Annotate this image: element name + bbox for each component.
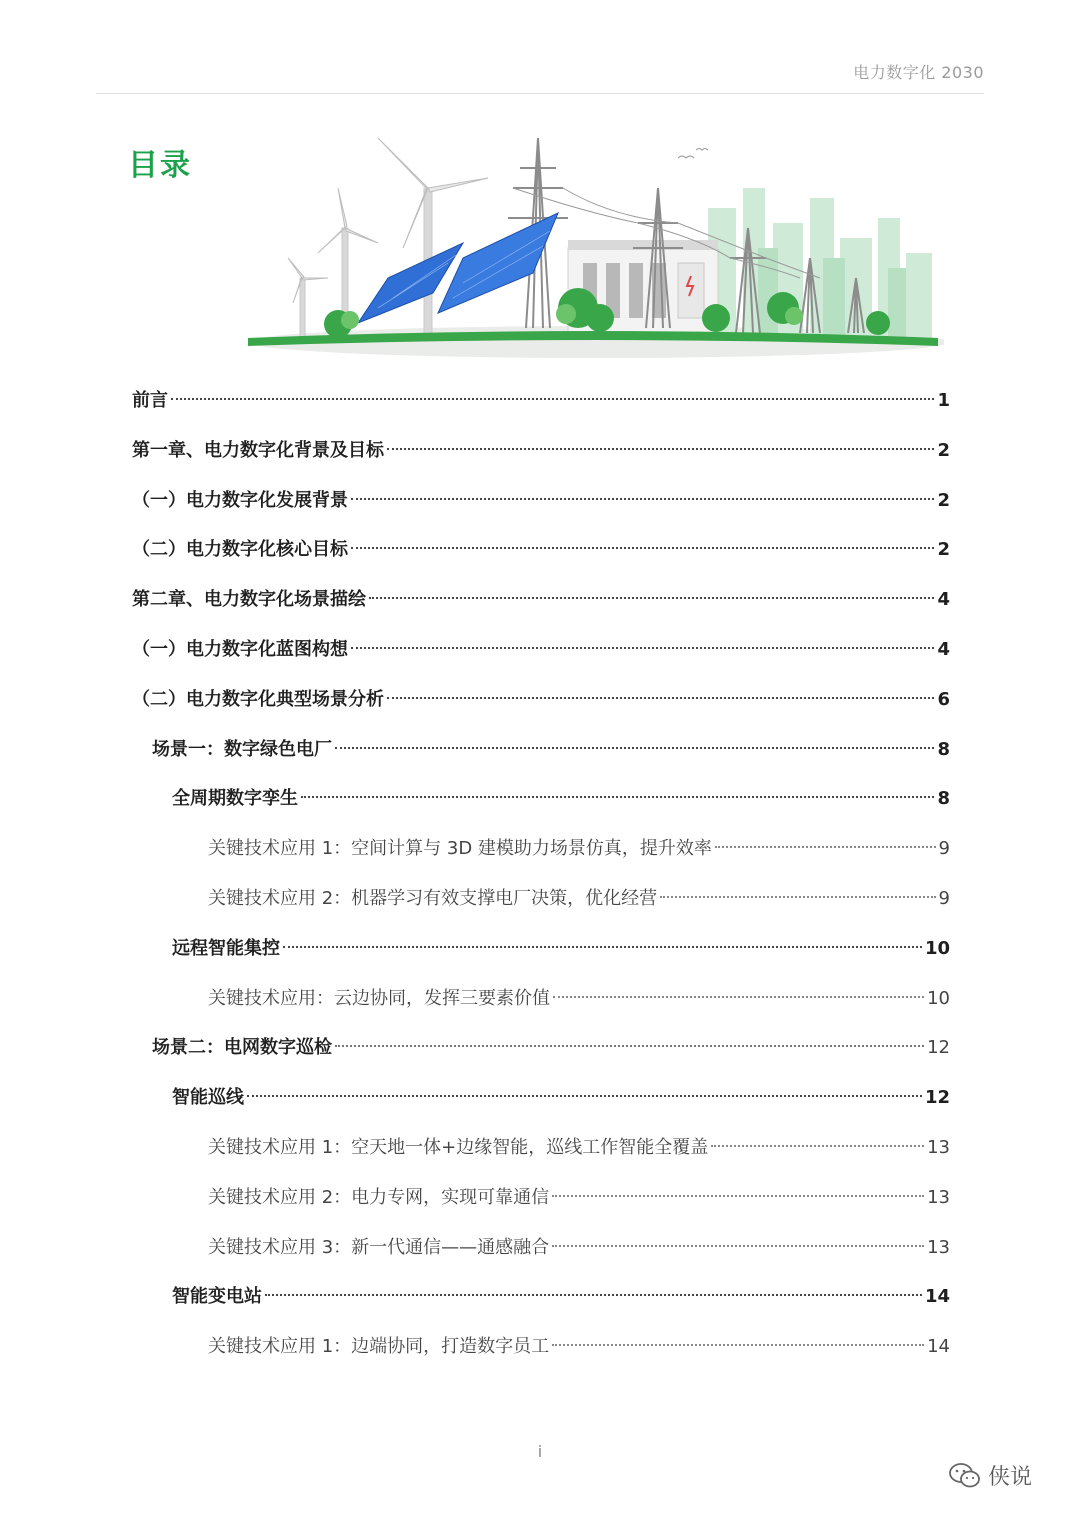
toc-dot-leader (369, 597, 934, 599)
toc-dot-leader (335, 747, 934, 749)
toc-dot-leader (552, 1195, 924, 1197)
toc-entry-page: 13 (927, 1136, 950, 1158)
wechat-icon (948, 1461, 982, 1491)
toc-entry-title: 全周期数字孪生 (172, 788, 298, 810)
page-title: 目录 (128, 148, 192, 183)
toc-dot-leader (351, 647, 934, 649)
toc-entry-title: 关键技术应用 1：边端协同，打造数字员工 (208, 1336, 550, 1358)
toc-entry-title: 智能巡线 (172, 1087, 244, 1109)
toc-entry[interactable] (132, 1023, 950, 1073)
toc-entry-page: 12 (927, 1037, 950, 1059)
toc-entry[interactable] (132, 525, 950, 575)
toc-entry-page: 10 (924, 937, 950, 959)
toc-dot-leader (301, 796, 934, 798)
renewable-energy-illustration (238, 128, 944, 360)
toc-entry-title: 远程智能集控 (172, 937, 280, 959)
toc-dot-leader (553, 996, 924, 998)
toc-entry-page: 2 (937, 539, 950, 561)
toc-entry-title: 关键技术应用 2：机器学习有效支撑电厂决策，优化经营 (208, 887, 658, 909)
toc-entry[interactable] (132, 1272, 950, 1322)
toc-entry-page: 2 (937, 489, 950, 511)
toc-entry[interactable] (132, 1173, 950, 1223)
toc-dot-leader (171, 398, 934, 400)
toc-dot-leader (387, 448, 934, 450)
toc-dot-leader (552, 1245, 924, 1247)
toc-entry-title: （一）电力数字化蓝图构想 (132, 638, 348, 660)
toc-dot-leader (387, 697, 934, 699)
toc-dot-leader (247, 1095, 922, 1097)
toc-entry-title: 关键技术应用 2：电力专网，实现可靠通信 (208, 1186, 550, 1208)
toc-entry[interactable] (132, 774, 950, 824)
toc-entry-title: 场景二：电网数字巡检 (152, 1037, 332, 1059)
toc-entry-title: 第一章、电力数字化背景及目标 (132, 439, 384, 461)
toc-entry[interactable] (132, 575, 950, 625)
toc-dot-leader (265, 1294, 922, 1296)
table-of-contents (132, 376, 950, 1372)
toc-entry[interactable] (132, 376, 950, 426)
toc-entry[interactable] (132, 1123, 950, 1173)
toc-entry-page: 13 (927, 1236, 950, 1258)
page-number: i (537, 1442, 543, 1461)
toc-entry-title: 前言 (132, 390, 168, 411)
toc-entry-title: （二）电力数字化典型场景分析 (132, 688, 384, 710)
toc-entry-page: 6 (937, 688, 950, 710)
watermark-text: 侠说 (988, 1465, 1033, 1490)
toc-dot-leader (283, 946, 922, 948)
toc-entry-page: 8 (937, 788, 950, 810)
toc-entry[interactable] (132, 725, 950, 775)
toc-entry-title: 关键技术应用 3：新一代通信——通感融合 (208, 1236, 550, 1258)
watermark (948, 1460, 1032, 1491)
toc-entry[interactable] (132, 874, 950, 924)
toc-dot-leader (552, 1344, 924, 1346)
toc-entry[interactable] (132, 924, 950, 974)
toc-entry-title: 第二章、电力数字化场景描绘 (132, 589, 366, 611)
toc-dot-leader (335, 1045, 924, 1047)
toc-entry[interactable] (132, 476, 950, 526)
toc-entry-title: 关键技术应用 1：空天地一体+边缘智能，巡线工作智能全覆盖 (208, 1136, 709, 1158)
toc-dot-leader (351, 547, 934, 549)
toc-entry-page: 13 (927, 1186, 950, 1208)
toc-dot-leader (715, 846, 936, 848)
toc-entry-title: 场景一：数字绿色电厂 (152, 738, 332, 760)
toc-entry-title: （一）电力数字化发展背景 (132, 489, 348, 511)
toc-entry-page: 10 (927, 987, 950, 1009)
toc-entry-page: 4 (937, 589, 950, 611)
toc-dot-leader (711, 1145, 924, 1147)
toc-entry-title: 关键技术应用 1：空间计算与 3D 建模助力场景仿真，提升效率 (208, 838, 712, 860)
toc-entry-page: 14 (927, 1336, 950, 1358)
toc-entry[interactable] (132, 1322, 950, 1372)
toc-entry-page: 14 (924, 1286, 950, 1308)
toc-entry-page: 4 (937, 638, 950, 660)
toc-entry-page: 9 (938, 887, 950, 909)
toc-entry[interactable] (132, 1223, 950, 1273)
toc-entry[interactable] (132, 1073, 950, 1123)
toc-entry[interactable] (132, 426, 950, 476)
toc-dot-leader (660, 896, 935, 898)
toc-entry-title: 关键技术应用：云边协同，发挥三要素价值 (208, 987, 550, 1009)
header-divider (96, 93, 984, 94)
toc-entry-page: 12 (924, 1087, 950, 1109)
toc-entry-title: 智能变电站 (172, 1286, 262, 1308)
toc-entry[interactable] (132, 675, 950, 725)
toc-entry-page: 2 (937, 439, 950, 461)
toc-entry-title: （二）电力数字化核心目标 (132, 539, 348, 561)
toc-entry[interactable] (132, 974, 950, 1024)
toc-dot-leader (351, 498, 934, 500)
toc-entry-page: 1 (937, 390, 950, 411)
toc-entry-page: 9 (938, 838, 950, 860)
toc-entry[interactable] (132, 824, 950, 874)
toc-entry-page: 8 (937, 738, 950, 760)
toc-entry[interactable] (132, 625, 950, 675)
running-header: 电力数字化 2030 (853, 63, 984, 82)
